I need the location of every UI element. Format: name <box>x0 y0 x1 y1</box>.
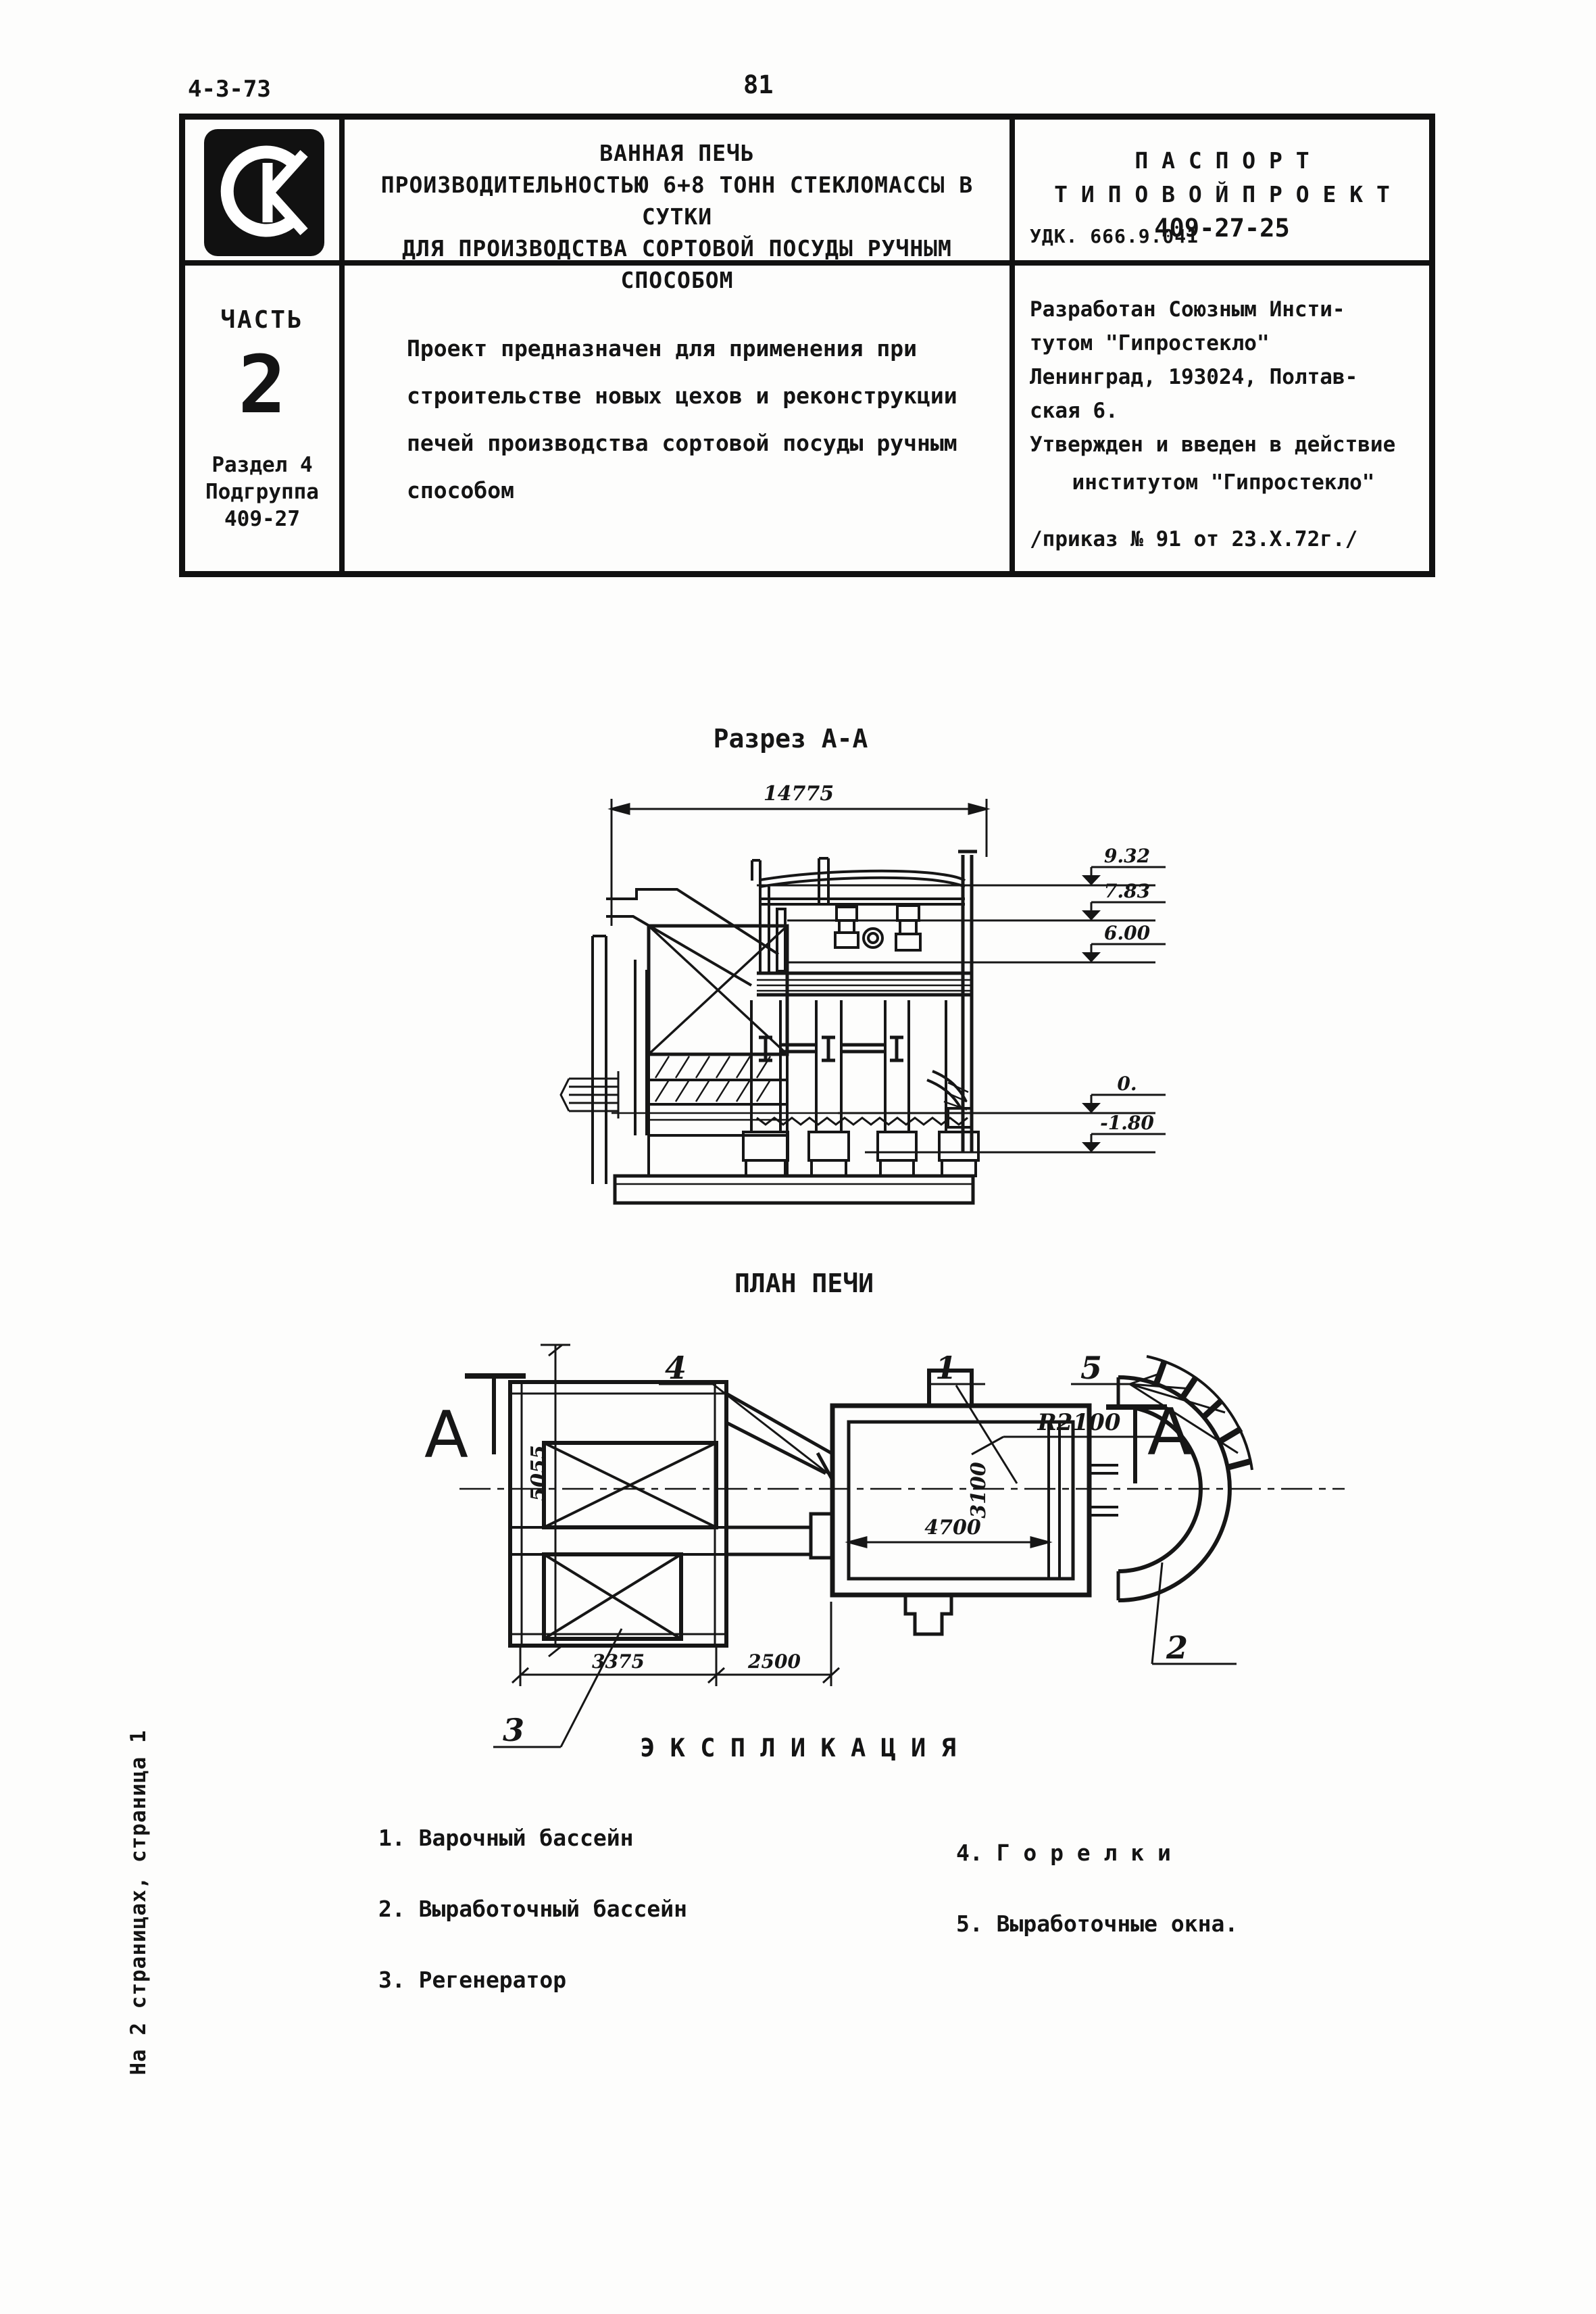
purpose-text <box>345 266 1015 571</box>
level-label: 6.00 <box>1103 922 1151 944</box>
page-count-note: На 2 страницах, страница 1 <box>126 1729 151 2075</box>
section-title: Разрез А-А <box>713 724 868 754</box>
callout-burners: 4 <box>664 1350 687 1386</box>
level-label: 7.83 <box>1103 880 1151 902</box>
legend-item: 2. Выработочный бассейн <box>378 1896 687 1922</box>
developer-line: Ленинград, 193024, Полтав- <box>1030 365 1358 389</box>
developer-line: тутом "Гипростекло" <box>1030 331 1270 355</box>
callout-melting-basin: 1 <box>934 1350 957 1386</box>
page-number: 81 <box>743 70 774 99</box>
legend-item: 3. Регенератор <box>378 1967 567 1993</box>
project-number: 409-27-25 <box>1154 214 1290 243</box>
purpose-line: печей производства сортовой посуды ручным <box>407 430 957 456</box>
developer-block <box>1015 266 1429 571</box>
order-reference: /приказ № 91 от 23.X.72г./ <box>1030 527 1358 551</box>
developer-line: ская 6. <box>1030 399 1118 423</box>
plan-dim-basin-width: 3100 <box>967 1462 991 1519</box>
part-label: ЧАСТЬ <box>220 306 304 334</box>
legend-title: Э К С П Л И К А Ц И Я <box>640 1733 956 1763</box>
part-subgroup-number: 409-27 <box>224 507 300 531</box>
part-block <box>185 266 345 571</box>
developer-line: институтом "Гипростекло" <box>1072 470 1375 495</box>
udk-code: УДК. 666.9.041 <box>1030 225 1199 247</box>
project-title-line: ДЛЯ ПРОИЗВОДСТВА СОРТОВОЙ ПОСУДЫ РУЧНЫМ СПОСОБОМ <box>402 235 952 293</box>
level-label: 9.32 <box>1103 845 1151 867</box>
project-title <box>345 120 1015 293</box>
purpose-line: способом <box>407 477 514 503</box>
legend-item: 4. Г о р е л к и <box>956 1840 1171 1866</box>
purpose-line: строительстве новых цехов и реконструкции <box>407 383 957 409</box>
legend-item: 5. Выработочные окна. <box>956 1911 1239 1937</box>
developer-line: Утвержден и введен в действие <box>1030 433 1396 457</box>
part-subgroup-label: Подгруппа <box>205 480 319 504</box>
part-section: Раздел 4 <box>211 453 313 477</box>
plan-dim-flue: 2500 <box>748 1650 801 1673</box>
section-mark-left: А <box>424 1398 468 1473</box>
title-block-table <box>179 114 1435 577</box>
section-drawing <box>554 703 1230 1230</box>
level-label: 0. <box>1117 1073 1137 1095</box>
project-title-line: ВАННАЯ ПЕЧЬ <box>599 140 755 166</box>
sk-logo-icon <box>185 120 345 266</box>
plan-title: ПЛАН ПЕЧИ <box>734 1269 874 1298</box>
developer-line: Разработан Союзным Инсти- <box>1030 297 1345 322</box>
plan-dim-height: 5055 <box>527 1445 551 1502</box>
purpose-line: Проект предназначен для применения при <box>407 335 917 362</box>
callout-working-windows: 5 <box>1080 1350 1103 1386</box>
passport-word: П А С П О Р Т <box>1134 147 1310 174</box>
project-title-line: ПРОИЗВОДИТЕЛЬНОСТЬЮ 6+8 ТОНН СТЕКЛОМАССЫ В СУТКИ <box>380 172 974 230</box>
document-code: 4-3-73 <box>188 76 271 103</box>
plan-drawing <box>405 1250 1351 1777</box>
section-mark-right: А <box>1147 1396 1191 1470</box>
passport-block <box>1015 120 1429 266</box>
level-label: -1.80 <box>1100 1112 1154 1134</box>
section-span-dimension: 14775 <box>763 782 834 806</box>
legend-item: 1. Варочный бассейн <box>378 1825 634 1851</box>
callout-working-basin: 2 <box>1166 1629 1189 1666</box>
callout-regenerator: 3 <box>502 1712 525 1748</box>
typical-project-word: Т И П О В О Й П Р О Е К Т <box>1054 181 1390 207</box>
plan-dim-basin-length: 4700 <box>924 1516 981 1540</box>
logo-cell <box>185 120 345 266</box>
plan-dim-radius: R2100 <box>1037 1409 1121 1436</box>
plan-dim-regenerator: 3375 <box>592 1650 645 1673</box>
part-number: 2 <box>238 338 286 431</box>
